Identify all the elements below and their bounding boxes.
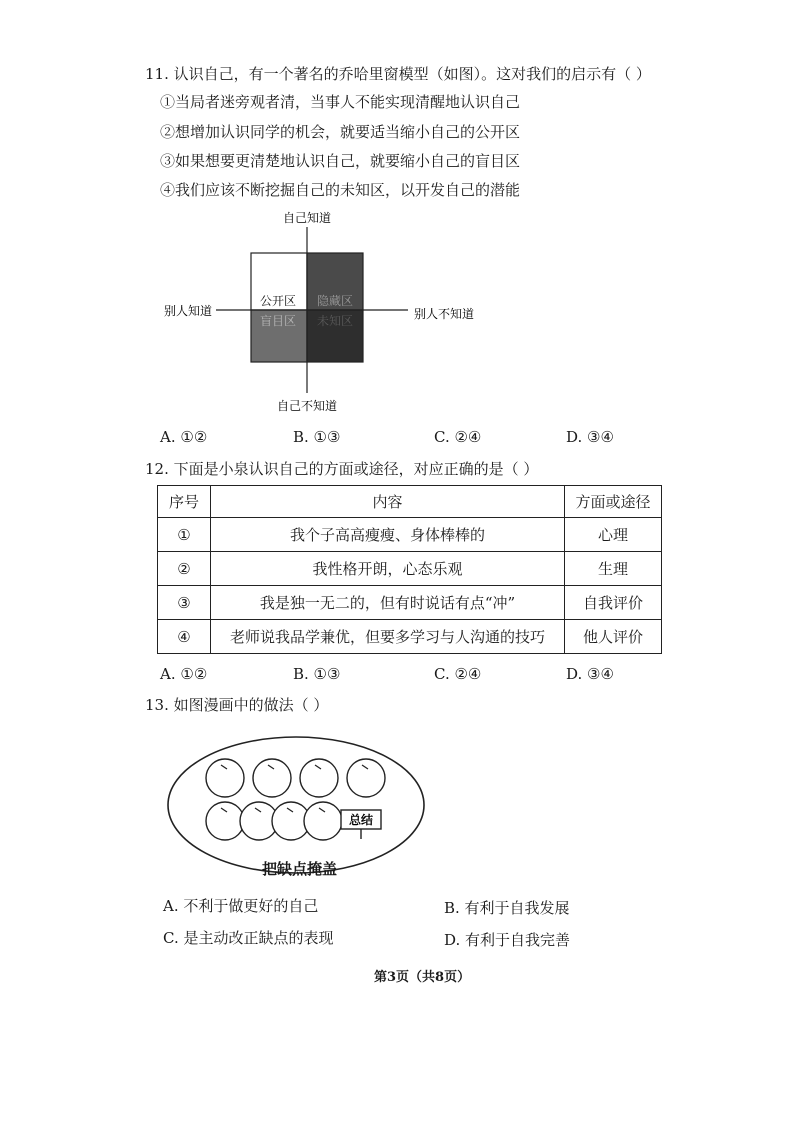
johari-window-figure [150,205,490,415]
page-footer: 第3页（共8页） [374,970,471,985]
q12-option-a[interactable]: A. ①② [160,665,208,683]
apple-icon [253,759,291,797]
label-blind-area: 盲目区 [259,314,297,328]
cell-index: ③ [158,586,211,620]
q13-option-b[interactable]: B. 有利于自我发展 [444,899,570,917]
q11-option-a[interactable]: A. ①② [160,428,208,446]
sign-text: 总结 [348,813,374,827]
q11-statement-4: ④我们应该不断挖掘自己的未知区，以开发自己的潜能 [160,181,521,199]
q13-stem: 13. 如图漫画中的做法（ ） [145,696,329,714]
table-row [158,518,662,552]
apple-icon [206,802,244,840]
q11-option-c[interactable]: C. ②④ [434,428,482,446]
header-content: 内容 [211,486,565,518]
table-row [158,620,662,654]
q12-table [157,485,662,654]
apple-icon [300,759,338,797]
q11-option-b[interactable]: B. ①③ [293,428,341,446]
q13-option-d[interactable]: D. 有利于自我完善 [444,931,571,949]
q12-stem: 12. 下面是小泉认识自己的方面或途径，对应正确的是（ ） [145,460,539,478]
label-self-known: 自己知道 [282,211,332,225]
cell-index: ① [158,518,211,552]
label-hidden-area: 隐藏区 [316,294,354,308]
table-row [158,586,662,620]
cell-content: 老师说我品学兼优，但要多学习与人沟通的技巧 [211,620,565,654]
label-others-unknown: 别人不知道 [414,307,475,321]
label-self-unknown: 自己不知道 [276,399,338,413]
q12-option-d[interactable]: D. ③④ [566,665,614,683]
q12-option-b[interactable]: B. ①③ [293,665,341,683]
cell-aspect: 心理 [565,518,662,552]
q12-option-c[interactable]: C. ②④ [434,665,482,683]
table-row [158,552,662,586]
q13-option-a[interactable]: A. 不利于做更好的自己 [163,897,319,915]
cell-content: 我是独一无二的，但有时说话有点“冲” [211,586,565,620]
table-header-row [158,486,662,518]
header-index: 序号 [158,486,211,518]
cell-aspect: 他人评价 [565,620,662,654]
q11-statement-1: ①当局者迷旁观者清，当事人不能实现清醒地认识自己 [160,93,521,111]
q11-option-d[interactable]: D. ③④ [566,428,614,446]
q11-statement-2: ②想增加认识同学的机会，就要适当缩小自己的公开区 [160,123,521,141]
cell-index: ② [158,552,211,586]
apple-icon [304,802,342,840]
apple-icon [206,759,244,797]
label-others-known: 别人知道 [163,304,212,318]
header-aspect: 方面或途径 [565,486,662,518]
q11-statement-3: ③如果想要更清楚地认识自己，就要缩小自己的盲目区 [160,152,521,170]
cell-content: 我个子高高瘦瘦、身体棒棒的 [211,518,565,552]
q13-option-c[interactable]: C. 是主动改正缺点的表现 [163,929,334,947]
label-unknown-area: 未知区 [316,314,354,328]
q11-stem: 11. 认识自己，有一个著名的乔哈里窗模型（如图）。这对我们的启示有（ ） [145,65,651,83]
cartoon-caption: 把缺点掩盖 [262,860,338,878]
apple-icon [347,759,385,797]
cell-content: 我性格开朗，心态乐观 [211,552,565,586]
cell-aspect: 生理 [565,552,662,586]
cell-aspect: 自我评价 [565,586,662,620]
cell-index: ④ [158,620,211,654]
label-open-area: 公开区 [259,294,297,308]
